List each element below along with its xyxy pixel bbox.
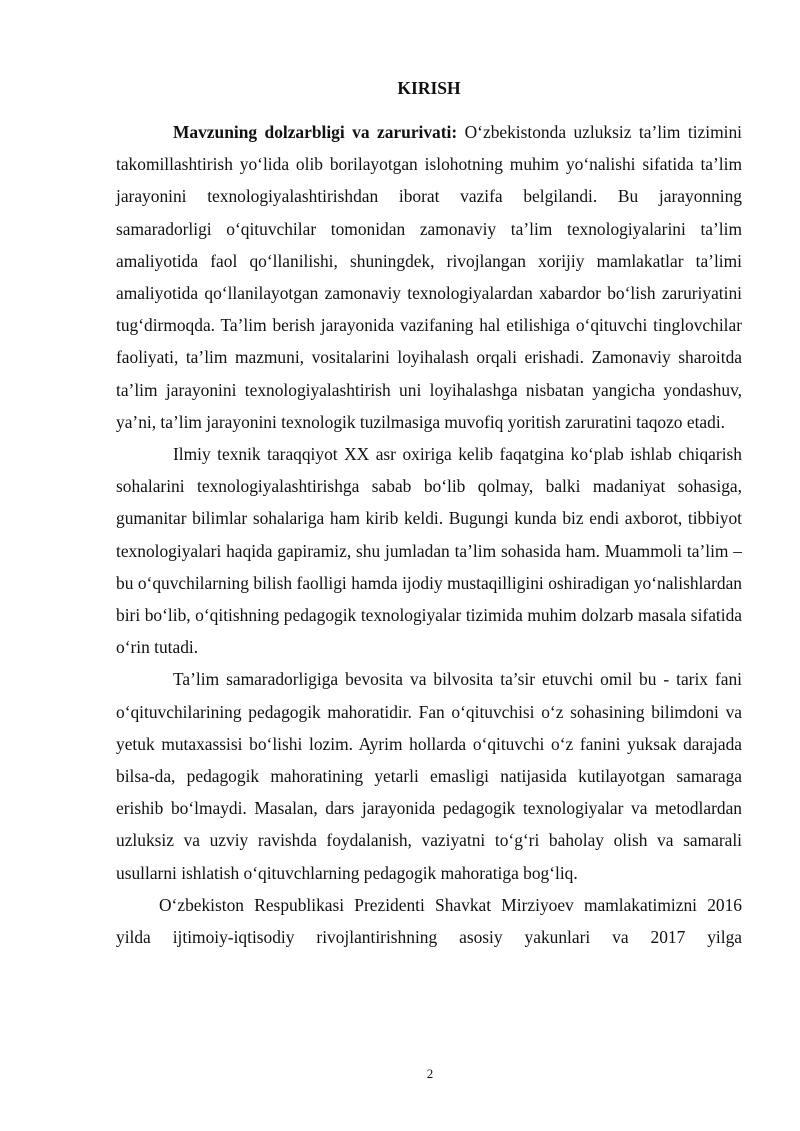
- paragraph-president: O‘zbekiston Respublikasi Prezidenti Shavkat Mirziyoev mamlakatimizni 2016 yilda ijtimoiy-iqtisodiy rivojlantirishning asosiy yakunlari va 2017 yilga: [116, 894, 742, 948]
- paragraph-text: O‘zbekistonda uzluksiz ta’lim tizimini takomillashtirish yo‘lida olib borilayotgan islohotning muhim yo‘nalishi sifatida ta’lim jarayonini texnologiyalashtirishdan iborat vazifa belgilandi. Bu jarayonning samaradorligi o‘qituvchilar tomonidan zamonaviy ta’lim texnologiyalarini ta’lim amaliyotida faol qo‘llanilishi, shuningdek, rivojlangan xorijiy mamlakatlar ta’limi amaliyotida qo‘llanilayotgan zamonaviy texnologiyalardan xabardor bo‘lish zaruriyatini tug‘dirmoqda. Ta’lim berish jarayonida vazifaning hal etilishiga o‘qituvchi tinglovchilar faoliyati, ta’lim mazmuni, vositalarini loyihalash orqali erishadi. Zamonaviy sharoitda ta’lim jarayonini texnologiyalashtirish uni loyihalashga nisbatan yangicha yondashuv, ya’ni, ta’lim jarayonini texnologik tuzilmasiga muvofiq yoritish zaruratini taqozo etadi.: [116, 122, 742, 432]
- paragraph-teacher-skill: Ta’lim samaradorligiga bevosita va bilvosita ta’sir etuvchi omil bu - tarix fani o‘qituvchilarining pedagogik mahoratidir. Fan o‘qituvchisi o‘z sohasining bilimdoni va yetuk mutaxassisi bo‘lishi lozim. Ayrim hollarda o‘qituvchi o‘z fanini yuksak darajada bilsa-da, pedagogik mahoratining yetarli emasligi natijasida kutilayotgan samaraga erishib bo‘lmaydi. Masalan, dars jarayonida pedagogik texnologiyalar va metodlardan uzluksiz va uzviy ravishda foydalanish, vaziyatni to‘g‘ri baholay olish va samarali usullarni ishlatish o‘qituvchlarning pedagogik mahoratiga bog‘liq.: [116, 669, 742, 883]
- document-page: [116, 72, 742, 953]
- page-title: KIRISH: [397, 78, 461, 98]
- page-number: 2: [426, 1066, 434, 1081]
- paragraph-lead-heading: Mavzuning dolzarbligi va zarurivati:: [173, 122, 458, 142]
- paragraph-scientific-progress: Ilmiy texnik taraqqiyot XX asr oxiriga kelib faqatgina ko‘plab ishlab chiqarish sohalarini texnologiyalashtirishga sabab bo‘lib qolmay, balki madaniyat sohasiga, gumanitar bilimlar sohalariga ham kirib keldi. Bugungi kunda biz endi axborot, tibbiyot texnologiyalari haqida gapiramiz, shu jumladan ta’lim sohasida ham. Muammoli ta’lim – bu o‘quvchilarning bilish faolligi hamda ijodiy mustaqilligini oshiradigan yo‘nalishlardan biri bo‘lib, o‘qitishning pedagogik texnologiyalar tizimida muhim dolzarb masala sifatida o‘rin tutadi.: [116, 444, 742, 658]
- paragraph-relevance: [116, 116, 742, 438]
